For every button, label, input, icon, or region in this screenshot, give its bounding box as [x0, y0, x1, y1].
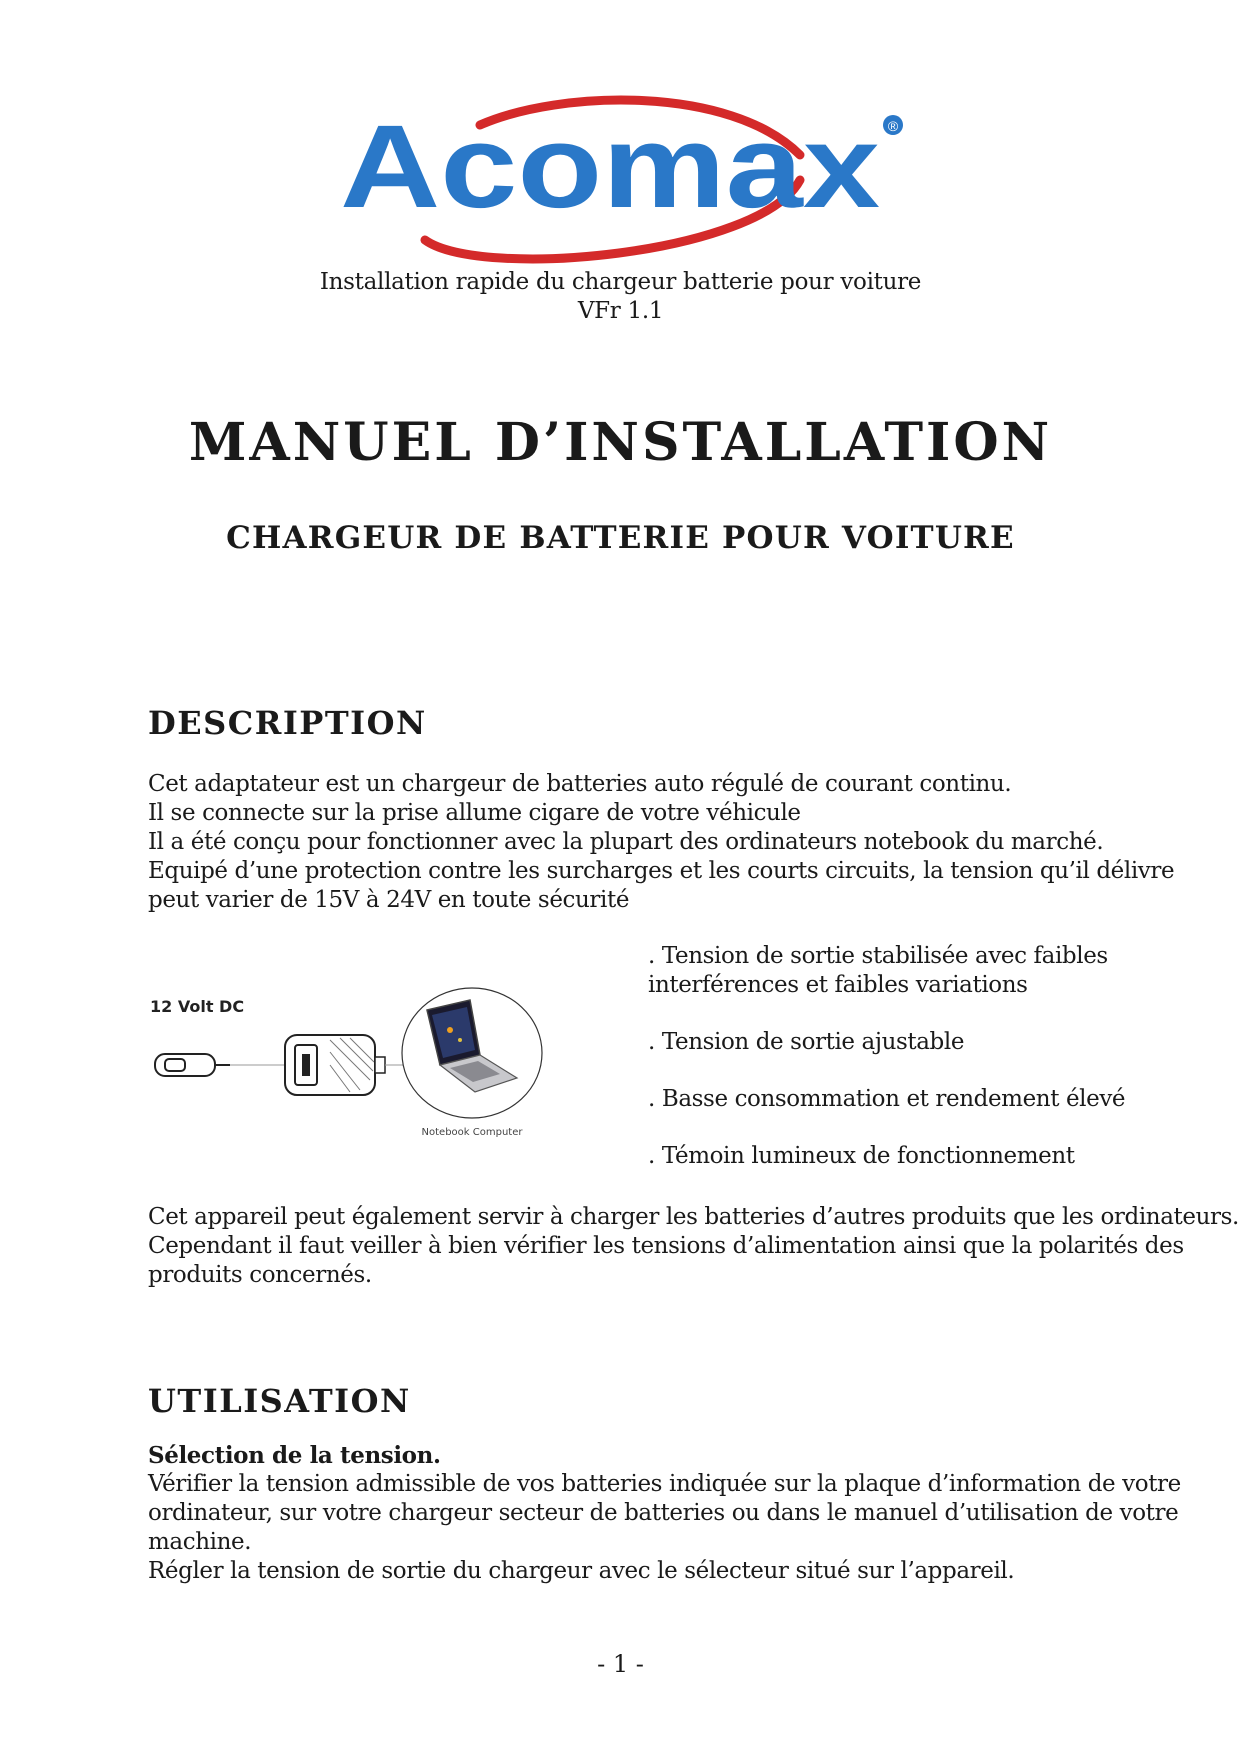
feature-item — [648, 1085, 1126, 1114]
utilisation-subheading: Sélection de la tension. — [148, 1442, 441, 1469]
feature-line: . Témoin lumineux de fonctionnement — [648, 1143, 1075, 1169]
utilisation-line: ordinateur, sur votre chargeur secteur de batteries ou dans le manuel d’utilisation de votre — [148, 1500, 1179, 1526]
feature-line: . Tension de sortie ajustable — [648, 1029, 965, 1055]
header-line: Installation rapide du chargeur batterie pour voiture — [319, 269, 922, 295]
feature-item — [648, 1142, 1088, 1171]
acomax-logo — [330, 85, 920, 270]
feature-line: interférences et faibles variations — [648, 972, 1028, 998]
logo-registered-mark: ® — [887, 118, 899, 134]
extra-line: produits concernés. — [148, 1262, 372, 1288]
utilisation-paragraph — [148, 1441, 1181, 1586]
description-heading: DESCRIPTION — [148, 704, 427, 742]
description-line: peut varier de 15V à 24V en toute sécurité — [148, 887, 630, 913]
extra-paragraph — [148, 1203, 1239, 1290]
extra-line: Cet appareil peut également servir à charger les batteries d’autres produits que les ordinateurs. — [148, 1204, 1239, 1230]
logo-wordmark: Acomax — [340, 101, 880, 233]
notebook-computer-icon — [402, 988, 542, 1118]
feature-line: . Basse consommation et rendement élevé — [648, 1086, 1126, 1112]
description-line: Il a été conçu pour fonctionner avec la plupart des ordinateurs notebook du marché. — [148, 829, 1104, 855]
page-subtitle: CHARGEUR DE BATTERIE POUR VOITURE — [226, 520, 1015, 556]
page-number: - 1 - — [597, 1650, 644, 1678]
utilisation-line: Vérifier la tension admissible de vos batteries indiquée sur la plaque d’information de votre — [148, 1471, 1181, 1497]
feature-item — [648, 1028, 1088, 1057]
version-label: VFr 1.1 — [577, 298, 664, 324]
cigarette-plug-icon — [155, 1054, 285, 1076]
utilisation-line: machine. — [148, 1529, 252, 1555]
description-paragraph — [148, 770, 1175, 915]
notebook-label: Notebook Computer — [421, 1127, 523, 1138]
description-line: Il se connecte sur la prise allume cigare de votre véhicule — [148, 800, 801, 826]
extra-line: Cependant il faut veiller à bien vérifier les tensions d’alimentation ainsi que la polarités des — [148, 1233, 1184, 1259]
description-line: Cet adaptateur est un chargeur de batteries auto régulé de courant continu. — [148, 771, 1012, 797]
adapter-unit-icon — [285, 1035, 405, 1095]
page-title: MANUEL D’INSTALLATION — [188, 412, 1053, 473]
dc-label: 12 Volt DC — [150, 997, 245, 1016]
description-line: Equipé d’une protection contre les surcharges et les courts circuits, la tension qu’il délivre — [148, 858, 1175, 884]
feature-line: . Tension de sortie stabilisée avec faibles — [648, 943, 1108, 969]
feature-item — [648, 942, 1108, 1000]
utilisation-heading: UTILISATION — [148, 1382, 411, 1420]
charger-diagram — [145, 970, 615, 1140]
utilisation-line: Régler la tension de sortie du chargeur avec le sélecteur situé sur l’appareil. — [148, 1558, 1015, 1584]
